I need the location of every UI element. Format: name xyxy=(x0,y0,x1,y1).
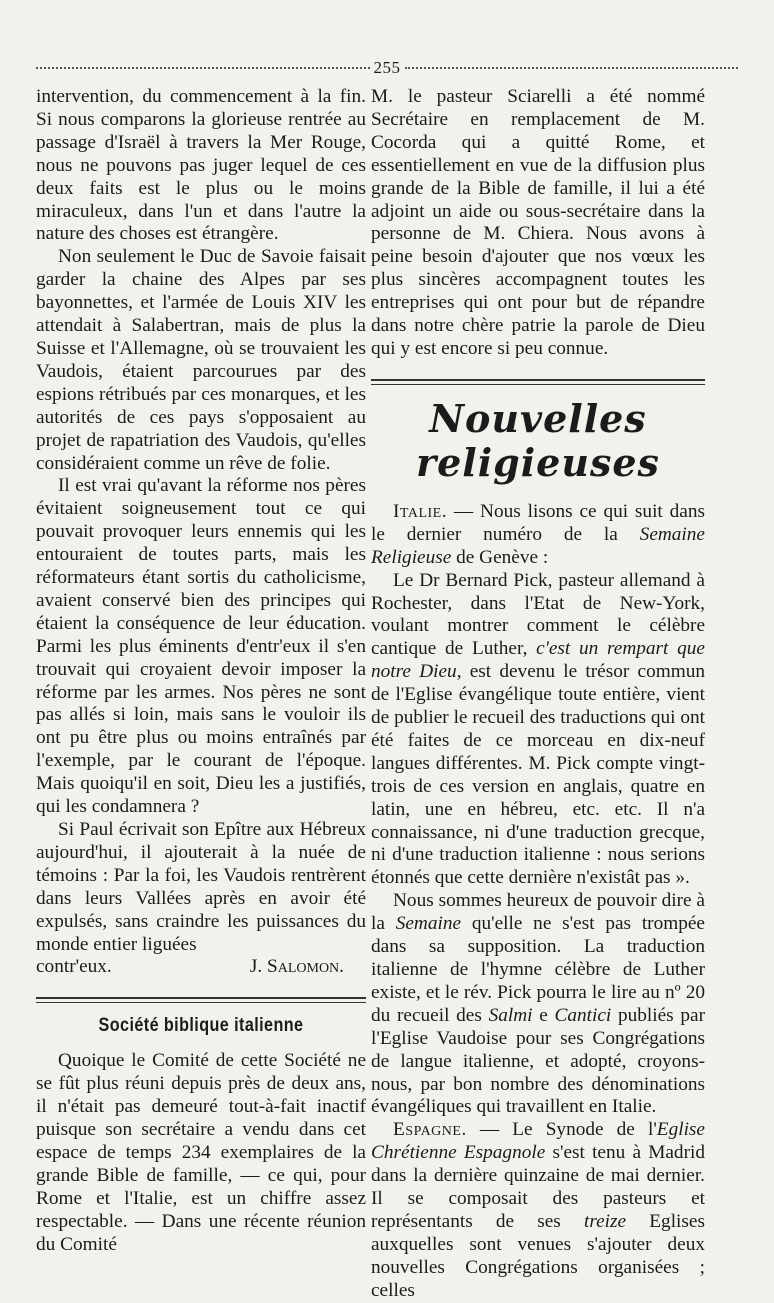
paragraph: Nous sommes heureux de pouvoir dire à la Semaine qu'elle ne s'est pas trompée dans sa supposition. La traduction italienne de l'hymne célèbre de Luther existe, et le rév. Pick pourra le lire au nº 20 du recueil des Salmi e Cantici publiés par l'Eglise Vaudoise pour ses Congrégations de langue italienne, et adopté, croyons-nous, par bon nombre des dénominations évangéliques qui travaillent en Italie. xyxy=(371,890,705,1118)
paragraph: Quoique le Comité de cette Société ne se fût plus réuni depuis près de deux ans, il n'était pas demeuré tout-à-fait inactif puisque son secrétaire a vendu dans cet espace de temps 234 exemplaires de la grande Bible de famille, — ce qui, pour Rome et l'Italie, est un chiffre assez respectable. — Dans une récente réunion du Comité xyxy=(36,1050,366,1255)
paragraph: Le Dr Bernard Pick, pasteur allemand à Rochester, dans l'Etat de New-York, voulant montrer comment le célèbre cantique de Luther, c'est un rempart que notre Dieu, est devenu le trésor commun de l'Eglise évangélique toute entière, vient de publier le recueil des traductions qui ont été faites de ce morceau en dix-neuf langues différentes. M. Pick compte vingt-trois de ces version en anglais, quatre en latin, une en hébreu, etc. etc. Il n'a connaissance, ni d'une traduction grecque, ni d'une traduction italienne : nous serions étonnés que cette dernière n'existât pas ». xyxy=(371,569,705,889)
signature-line xyxy=(36,956,366,979)
section-divider xyxy=(36,997,366,999)
paragraph: Espagne. — Le Synode de l'Eglise Chrétienne Espagnole s'est tenu à Madrid dans la dernière quinzaine de mai dernier. Il se composait des pasteurs et représentants de ses treize Eglises auxquelles sont venues s'ajouter deux nouvelles Congrégations organisées ; celles xyxy=(371,1119,705,1301)
paragraph: Non seulement le Duc de Savoie faisait garder la chaine des Alpes par ses bayonnettes, et l'armée de Louis XIV les attendait à Salabertran, mais de plus la Suisse et l'Allemagne, où se trouvaient les Vaudois, étaient parcourues par des espions rétribués par ces monarques, et les autorités de ces pays s'opposaient au projet de rapatriation des Vaudois, qu'elles considéraient comme un rêve de folie. xyxy=(36,246,366,474)
left-column xyxy=(36,86,366,1256)
right-column xyxy=(371,86,705,1303)
country-label: Espagne. xyxy=(393,1119,467,1141)
paragraph: intervention, du commencement à la fin. Si nous comparons la glorieuse rentrée au passage d'Israël à travers la Mer Rouge, nous ne pouvons pas juger lequel de ces deux faits est le plus ou le moins miraculeux, dans l'un et dans l'autre la nature des choses est étrangère. xyxy=(36,86,366,245)
section-title: Nouvelles religieuses xyxy=(416,395,660,485)
page-number: 255 xyxy=(373,58,401,77)
paragraph: Si Paul écrivait son Epître aux Hébreux aujourd'hui, il ajouterait à la nuée de témoins : Par la foi, les Vaudois rentrèrent dans leurs Vallées après en avoir été expulsés, sans craindre les puissances du monde entier liguées xyxy=(36,819,366,955)
header-rule-right xyxy=(405,67,739,69)
header-rule-left xyxy=(36,67,370,69)
hymn-title: c'est un rempart que notre Dieu xyxy=(371,638,705,683)
page-header xyxy=(36,58,738,78)
section-divider xyxy=(371,379,705,381)
author-signature: J. Salomon. xyxy=(249,956,344,978)
country-label: Italie. xyxy=(393,500,448,522)
periodical-title: Semaine Religieuse xyxy=(371,523,705,568)
church-name: Eglise Chrétienne Espagnole xyxy=(371,1119,705,1164)
paragraph: M. le pasteur Sciarelli a été nommé Secrétaire en remplacement de M. Cocorda qui a quitté Rome, et essentiellement en vue de la diffusion plus grande de la Bible de famille, il lui a été adjoint un aide ou sous-secrétaire dans la personne de M. Chiera. Nous avons à peine besoin d'ajouter que nos vœux les plus sincères accompagnent toutes les entreprises qui ont pour but de répandre dans notre chère patrie la parole de Dieu qui y est encore si peu connue. xyxy=(371,86,705,359)
last-line-text: contr'eux. xyxy=(36,956,112,978)
section-title: Société biblique italienne xyxy=(98,1015,304,1037)
paragraph: Italie. — Nous lisons ce qui suit dans le dernier numéro de la Semaine Religieuse de Genève : xyxy=(371,500,705,568)
paragraph: Il est vrai qu'avant la réforme nos pères évitaient soigneusement tout ce qui pouvait provoquer leurs ennemis qui les entouraient de toutes parts, mais les réformateurs étant sortis du catholicisme, avaient conservé bien des principes qui étaient la conséquence de leur éducation. Parmi les plus éminents d'entr'eux il s'en trouvait qui croyaient devoir imposer la réforme par les armes. Nos pères ne sont pas allés si loin, mais sans le vouloir ils ont pu être plus ou moins entraînés par l'exemple, par le courant de l'époque. Mais quoiqu'il en soit, Dieu les a justifiés, qui les condamnera ? xyxy=(36,475,366,818)
